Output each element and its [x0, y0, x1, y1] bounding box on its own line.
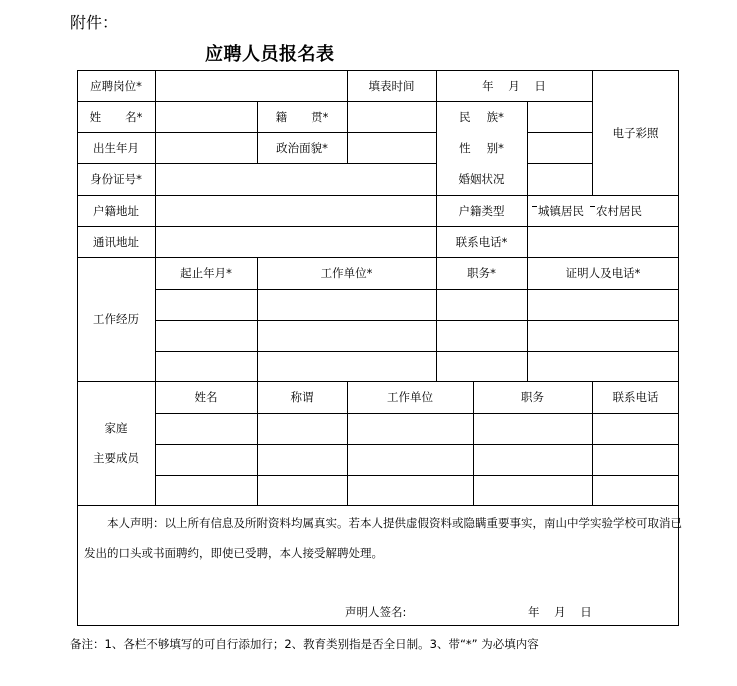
- work-col-header: 起止年月*: [180, 266, 232, 280]
- work-history-cell[interactable]: [527, 351, 679, 382]
- birth-input[interactable]: [156, 132, 257, 163]
- checkbox-icon: [532, 206, 537, 207]
- ethnic-input[interactable]: [527, 101, 592, 132]
- household-type-label: 户籍类型: [458, 203, 505, 218]
- checkbox-icon: [590, 206, 595, 207]
- family-member-cell[interactable]: [257, 475, 347, 506]
- declaration-line1: 本人声明：以上所有信息及所附资料均属真实。若本人提供虚假资料或隐瞒重要事实，南山中学实验学校可取消已: [107, 516, 682, 530]
- family-label: [77, 381, 155, 505]
- work-history-cell[interactable]: [155, 289, 257, 320]
- phone-label: 联系电话*: [455, 234, 508, 249]
- gender-label-a: 性: [459, 140, 471, 155]
- fill-time-label: 填表时间: [368, 78, 415, 93]
- name-label-a: 姓: [89, 109, 102, 124]
- family-label-line2: 主要成员: [93, 451, 139, 465]
- mail-address-label: 通讯地址: [93, 234, 139, 249]
- marital-label: 婚姻状况: [458, 172, 505, 186]
- political-label: 政治面貌*: [276, 140, 328, 155]
- household-address-label: 户籍地址: [93, 203, 139, 218]
- mail-address-input[interactable]: [156, 226, 436, 257]
- household-type-options: [532, 195, 677, 226]
- work-history-cell[interactable]: [257, 320, 436, 351]
- family-member-cell[interactable]: [155, 413, 257, 444]
- family-member-cell[interactable]: [155, 444, 257, 475]
- declaration-line2: 发出的口头或书面聘约，即使已受聘，本人接受解聘处理。: [84, 546, 383, 560]
- native-label-b: 贯*: [311, 109, 329, 124]
- attachment-label: 附件：: [70, 13, 119, 32]
- family-member-cell[interactable]: [347, 413, 473, 444]
- native-place-input[interactable]: [347, 101, 436, 132]
- family-col-header: 职务: [521, 390, 544, 404]
- gender-label: [436, 132, 527, 163]
- family-col-header: 工作单位: [387, 390, 433, 404]
- work-history-cell[interactable]: [155, 320, 257, 351]
- ethnic-label-a: 民: [459, 109, 471, 124]
- work-history-cell[interactable]: [257, 289, 436, 320]
- family-member-cell[interactable]: [473, 475, 592, 506]
- fill-date-field[interactable]: 年 月 日: [482, 78, 546, 93]
- ethnic-label-b: 族*: [486, 109, 504, 124]
- family-member-cell[interactable]: [473, 413, 592, 444]
- work-col-header: 工作单位*: [320, 266, 373, 280]
- work-history-cell[interactable]: [257, 351, 436, 382]
- native-place-label: [257, 101, 347, 132]
- family-member-cell[interactable]: [592, 475, 679, 506]
- gender-label-b: 别*: [486, 140, 504, 155]
- border-bottom: [77, 625, 679, 626]
- work-col-header: 职务*: [467, 266, 496, 280]
- family-col-header: 姓名: [194, 390, 218, 404]
- signature-field[interactable]: [412, 600, 522, 618]
- name-input[interactable]: [156, 101, 257, 132]
- work-col-header: 证明人及电话*: [565, 266, 641, 280]
- option-rural[interactable]: 农村居民: [590, 203, 642, 219]
- family-member-cell[interactable]: [347, 475, 473, 506]
- family-member-cell[interactable]: [257, 413, 347, 444]
- phone-input[interactable]: [527, 226, 679, 257]
- work-history-cell[interactable]: [436, 351, 527, 382]
- work-history-cell[interactable]: [436, 289, 527, 320]
- family-col-header: 称谓: [290, 390, 314, 404]
- footer-note: 备注：1、各栏不够填写的可自行添加行；2、教育类别指是否全日制。3、带“*” 为必填内容: [70, 637, 539, 651]
- work-history-cell[interactable]: [155, 351, 257, 382]
- family-member-cell[interactable]: [257, 444, 347, 475]
- family-member-cell[interactable]: [347, 444, 473, 475]
- work-history-cell[interactable]: [527, 320, 679, 351]
- work-history-cell[interactable]: [527, 289, 679, 320]
- birth-label: 出生年月: [93, 140, 139, 155]
- political-input[interactable]: [347, 132, 436, 163]
- id-label: 身份证号*: [90, 172, 142, 186]
- work-history-cell[interactable]: [436, 320, 527, 351]
- form-title: 应聘人员报名表: [205, 44, 335, 65]
- family-col-header: 联系电话: [612, 390, 659, 404]
- name-label-b: 名*: [125, 109, 143, 124]
- family-member-cell[interactable]: [155, 475, 257, 506]
- family-label-line1: 家庭: [104, 421, 128, 435]
- family-member-cell[interactable]: [592, 444, 679, 475]
- signature-label: 声明人签名:: [345, 605, 407, 619]
- native-label-a: 籍: [275, 109, 288, 124]
- position-label: 应聘岗位*: [90, 78, 142, 93]
- photo-placeholder[interactable]: 电子彩照: [612, 125, 659, 140]
- family-member-cell[interactable]: [473, 444, 592, 475]
- application-form-table: [77, 70, 682, 626]
- gender-input[interactable]: [527, 132, 592, 163]
- family-member-cell[interactable]: [592, 413, 679, 444]
- signature-date: 年 月 日: [528, 605, 592, 619]
- household-address-input[interactable]: [156, 195, 436, 226]
- id-input[interactable]: [156, 163, 436, 195]
- ethnic-label: [436, 101, 527, 132]
- option-urban[interactable]: 城镇居民: [532, 203, 584, 219]
- marital-input[interactable]: [527, 163, 592, 195]
- name-label: [77, 101, 155, 132]
- work-history-label: 工作经历: [93, 312, 139, 326]
- position-input[interactable]: [156, 70, 347, 101]
